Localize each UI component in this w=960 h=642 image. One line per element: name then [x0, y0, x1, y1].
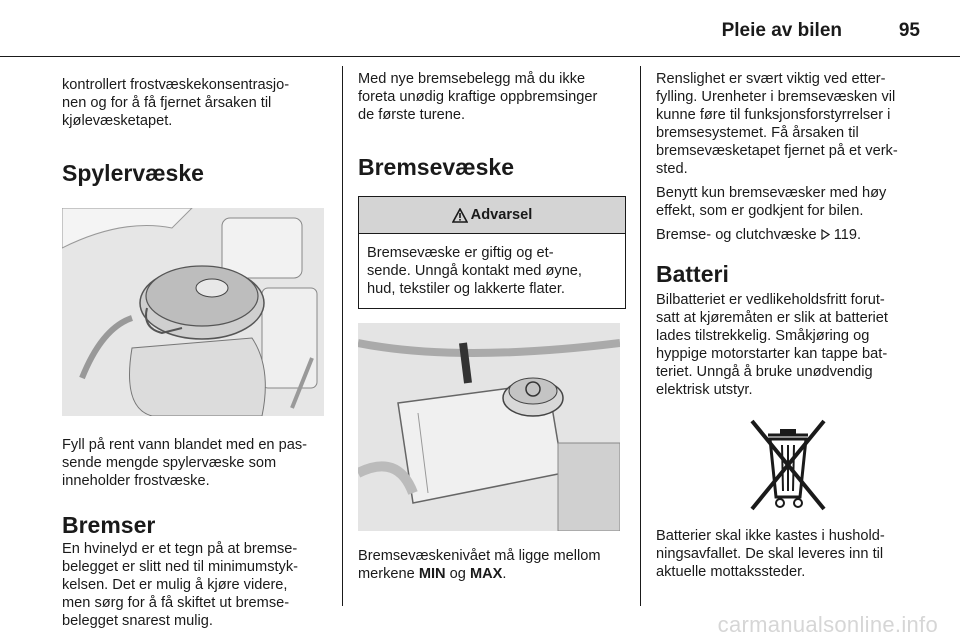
brake-fluid-reservoir-photo	[358, 323, 620, 531]
brakes-heading: Bremser	[62, 512, 156, 538]
max-mark-label: MAX	[469, 566, 503, 582]
battery-text: Bilbatteriet er vedlikeholdsfritt forut- satt at kjøremåten er slik at batteriet lades tilstrekkelig. Småkjøring og hyppige motorstarter kan tappe bat- teriet. Unngå å bruke unødvendig elektrisk utstyr.	[656, 292, 888, 398]
battery-disposal-text: Batterier skal ikke kastes i hushold- ningsavfallet. De skal leveres inn til aktuelle mottakssteder.	[656, 528, 885, 580]
min-mark-label: MIN	[418, 566, 446, 582]
header-rule	[0, 56, 960, 57]
cleanliness-text: Renslighet er svært viktig ved etter- fylling. Urenheter i bremsevæsken vil kunne føre til funksjonsforstyrrelser i bremsesystemet. Få årsaken til bremsevæsketapet fjernet på et verk- sted.	[656, 71, 898, 177]
warning-text: Bremsevæske er giftig og et- sende. Unngå kontakt med øyne, hud, tekstiler og lakkerte flater.	[367, 245, 582, 297]
warning-box	[358, 196, 626, 309]
approved-fluid-text: Benytt kun bremsevæsker med høy effekt, som er godkjent for bilen.	[656, 185, 887, 219]
washer-reservoir-photo	[62, 208, 324, 416]
warning-title: Advarsel	[470, 207, 533, 223]
warning-triangle-icon	[452, 208, 468, 223]
column-divider-2	[640, 66, 641, 606]
page-ref-link[interactable]: 119.	[829, 227, 862, 243]
page-header	[0, 0, 960, 62]
crossed-bin-icon	[738, 413, 838, 513]
coolant-intro-text: kontrollert frostvæskekonsentrasjo- nen og for å få fjernet årsaken til kjølevæsketapet.	[62, 77, 290, 129]
brake-pads-text: Med nye bremsebelegg må du ikke foreta unødig kraftige oppbremsinger de første turene.	[358, 71, 598, 123]
column-divider-1	[342, 66, 343, 606]
warning-header	[359, 197, 625, 234]
washer-fluid-text: Fyll på rent vann blandet med en pas- sende mengde spylervæske som inneholder frostvæske.	[62, 437, 307, 489]
brake-fluid-heading: Bremsevæske	[358, 154, 515, 180]
page-number: 95	[898, 20, 920, 41]
column-2	[358, 70, 626, 583]
washer-fluid-heading: Spylervæske	[62, 160, 204, 186]
watermark: carmanualsonline.info	[717, 612, 938, 637]
page-ref-arrow-icon	[821, 227, 830, 245]
page-title: Pleie av bilen	[721, 20, 842, 41]
brake-fluid-level-text: Bremsevæskenivået må ligge mellom merkene MIN og MAX.	[358, 548, 601, 582]
warning-body	[359, 234, 625, 308]
fluid-reference: Bremse- og clutchvæske 119.	[656, 227, 862, 243]
column-1	[62, 70, 334, 630]
brakes-text: En hvinelyd er et tegn på at bremse- belegget er slitt ned til minimumstyk- kelsen. Det er mulig å kjøre videre, men sørg for å få skiftet ut bremse- belegget snarest mulig.	[62, 541, 299, 629]
battery-heading: Batteri	[656, 261, 729, 287]
column-3	[656, 70, 926, 581]
